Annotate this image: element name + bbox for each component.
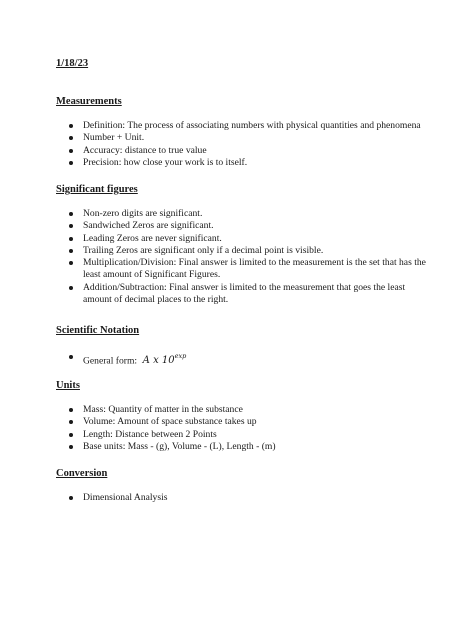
list-units [56,404,436,453]
bullet-icon [69,161,73,165]
list-item: Definition: The process of associating numbers with physical quantities and phenomena [56,120,436,132]
list-item: Dimensional Analysis [56,492,436,504]
list-item: Sandwiched Zeros are significant. [56,220,436,232]
list-item: Trailing Zeros are significant only if a decimal point is visible. [56,245,436,257]
bullet-icon [69,496,73,500]
bullet-icon [69,408,73,412]
list-item: Accuracy: distance to true value [56,145,436,157]
heading-significant-figures: Significant figures [56,184,138,195]
bullet-icon [69,224,73,228]
bullet-icon [69,445,73,449]
bullet-icon [69,249,73,253]
formula-exponent: exp [174,352,187,360]
section-units [56,380,436,453]
list-item: Non-zero digits are significant. [56,208,436,220]
heading-measurements: Measurements [56,96,122,107]
list-item: Mass: Quantity of matter in the substance [56,404,436,416]
general-form-label: General form: [83,355,138,367]
bullet-icon [69,286,73,290]
list-item: Addition/Subtraction: Final answer is limited to the measurement that goes the least amount of decimal places to the right. [56,282,436,307]
bullet-icon [69,355,73,359]
bullet-icon [69,420,73,424]
bullet-icon [69,212,73,216]
list-scientific-notation [56,349,436,368]
list-item [56,349,436,368]
list-item: Multiplication/Division: Final answer is limited to the measurement is the set that has the least amount of Significant Figures. [56,257,436,282]
list-item: Base units: Mass - (g), Volume - (L), Length - (m) [56,441,436,453]
list-item: Leading Zeros are never significant. [56,233,436,245]
heading-units: Units [56,380,80,391]
note-date: 1/18/23 [56,58,89,69]
list-significant-figures [56,208,436,306]
list-item: Number + Unit. [56,132,436,144]
scientific-notation-formula: A x $10^{exp}$ [142,352,187,367]
bullet-icon [69,237,73,241]
bullet-icon [69,433,73,437]
section-significant-figures [56,184,436,306]
section-conversion [56,468,436,504]
list-item: Volume: Amount of space substance takes up [56,416,436,428]
bullet-icon [69,124,73,128]
section-measurements [56,96,436,169]
bullet-icon [69,261,73,265]
list-measurements [56,120,436,169]
list-conversion [56,492,436,504]
bullet-icon [69,149,73,153]
list-item: Length: Distance between 2 Points [56,429,436,441]
bullet-icon [69,136,73,140]
heading-scientific-notation: Scientific Notation [56,325,140,336]
list-item: Precision: how close your work is to itself. [56,157,436,169]
section-scientific-notation [56,325,436,368]
heading-conversion: Conversion [56,468,108,479]
